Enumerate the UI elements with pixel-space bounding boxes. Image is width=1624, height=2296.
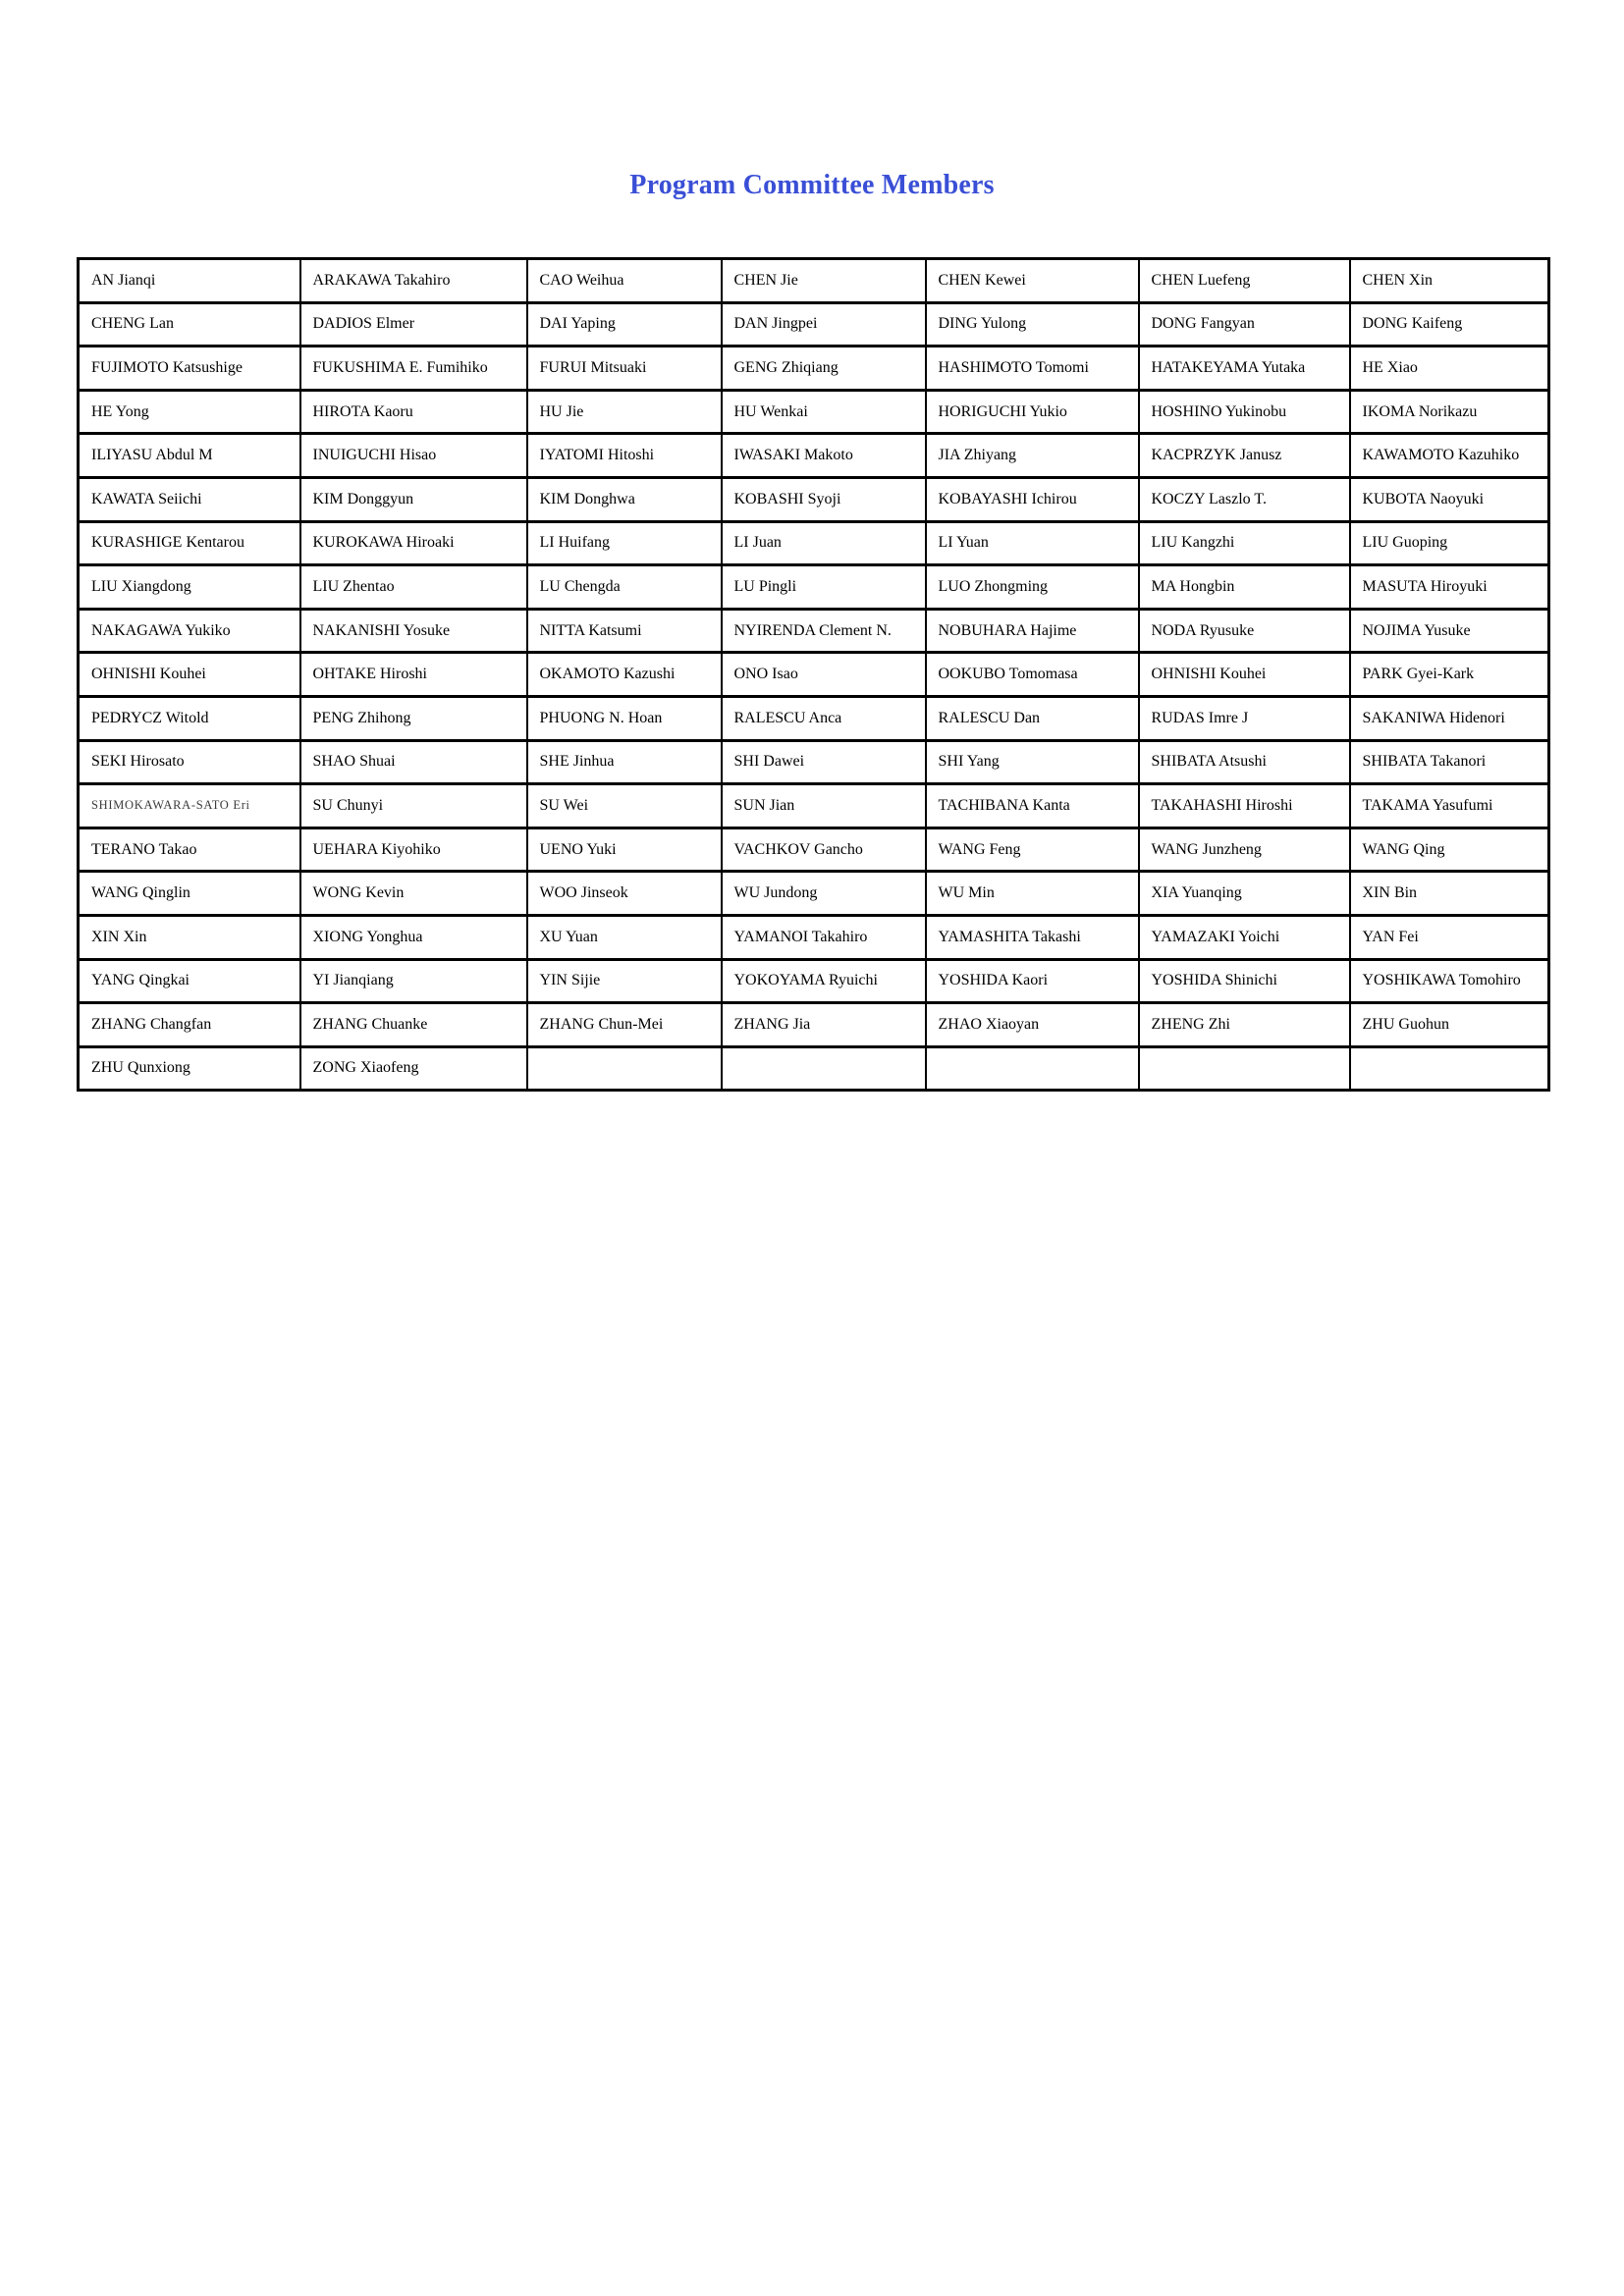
member-cell: HE Yong (79, 390, 300, 434)
member-cell: YAN Fei (1350, 915, 1549, 959)
table-row (79, 653, 1549, 697)
member-cell: CHEN Luefeng (1139, 259, 1350, 303)
member-cell: CHEN Xin (1350, 259, 1549, 303)
member-cell: TAKAMA Yasufumi (1350, 784, 1549, 828)
member-cell: HASHIMOTO Tomomi (926, 347, 1139, 391)
member-cell: SAKANIWA Hidenori (1350, 696, 1549, 740)
member-cell: OHNISHI Kouhei (79, 653, 300, 697)
member-cell: WU Min (926, 872, 1139, 916)
member-cell: TERANO Takao (79, 828, 300, 872)
table-row (79, 347, 1549, 391)
table-row (79, 477, 1549, 521)
member-cell: RALESCU Dan (926, 696, 1139, 740)
table-row (79, 696, 1549, 740)
member-cell: DAI Yaping (527, 302, 722, 347)
member-cell: YOSHIKAWA Tomohiro (1350, 959, 1549, 1003)
member-cell: VACHKOV Gancho (722, 828, 926, 872)
member-cell: NITTA Katsumi (527, 609, 722, 653)
table-row (79, 390, 1549, 434)
member-cell: XIN Xin (79, 915, 300, 959)
member-cell: KUBOTA Naoyuki (1350, 477, 1549, 521)
member-cell: HIROTA Kaoru (300, 390, 527, 434)
member-cell: SEKI Hirosato (79, 740, 300, 784)
member-cell: HOSHINO Yukinobu (1139, 390, 1350, 434)
member-cell: HATAKEYAMA Yutaka (1139, 347, 1350, 391)
member-cell: KUROKAWA Hiroaki (300, 521, 527, 565)
member-cell: MASUTA Hiroyuki (1350, 565, 1549, 610)
member-cell: NODA Ryusuke (1139, 609, 1350, 653)
member-cell: DONG Fangyan (1139, 302, 1350, 347)
member-cell: LU Chengda (527, 565, 722, 610)
member-cell: LU Pingli (722, 565, 926, 610)
member-cell: WANG Qing (1350, 828, 1549, 872)
member-cell: JIA Zhiyang (926, 434, 1139, 478)
member-cell: SHI Dawei (722, 740, 926, 784)
member-cell: ZONG Xiaofeng (300, 1046, 527, 1091)
table-row (79, 1046, 1549, 1091)
member-cell: ZHU Qunxiong (79, 1046, 300, 1091)
page-title: Program Committee Members (629, 170, 995, 200)
member-cell: LI Huifang (527, 521, 722, 565)
member-cell: YI Jianqiang (300, 959, 527, 1003)
member-cell: ZHAO Xiaoyan (926, 1003, 1139, 1047)
member-cell: KURASHIGE Kentarou (79, 521, 300, 565)
member-cell: YOSHIDA Kaori (926, 959, 1139, 1003)
member-cell: PEDRYCZ Witold (79, 696, 300, 740)
empty-cell (722, 1046, 926, 1091)
table-row (79, 915, 1549, 959)
table-row (79, 740, 1549, 784)
member-cell: KOCZY Laszlo T. (1139, 477, 1350, 521)
member-cell: LI Yuan (926, 521, 1139, 565)
member-cell: AN Jianqi (79, 259, 300, 303)
member-cell: DING Yulong (926, 302, 1139, 347)
committee-table-body (79, 259, 1549, 1091)
table-row (79, 784, 1549, 828)
member-cell: SHIBATA Takanori (1350, 740, 1549, 784)
member-cell: HU Wenkai (722, 390, 926, 434)
member-cell: WANG Feng (926, 828, 1139, 872)
member-cell: FUKUSHIMA E. Fumihiko (300, 347, 527, 391)
member-cell: OHTAKE Hiroshi (300, 653, 527, 697)
table-row (79, 872, 1549, 916)
member-cell: SU Chunyi (300, 784, 527, 828)
member-cell: ZHENG Zhi (1139, 1003, 1350, 1047)
member-cell: SHE Jinhua (527, 740, 722, 784)
member-cell: KOBASHI Syoji (722, 477, 926, 521)
member-cell: CHEN Jie (722, 259, 926, 303)
empty-cell (1350, 1046, 1549, 1091)
member-cell: DADIOS Elmer (300, 302, 527, 347)
member-cell: ZHANG Changfan (79, 1003, 300, 1047)
member-cell: KAWAMOTO Kazuhiko (1350, 434, 1549, 478)
member-cell: OHNISHI Kouhei (1139, 653, 1350, 697)
member-cell: XU Yuan (527, 915, 722, 959)
table-row (79, 259, 1549, 303)
member-cell: TAKAHASHI Hiroshi (1139, 784, 1350, 828)
member-cell: DAN Jingpei (722, 302, 926, 347)
member-cell: ILIYASU Abdul M (79, 434, 300, 478)
member-cell: WANG Junzheng (1139, 828, 1350, 872)
empty-cell (1139, 1046, 1350, 1091)
member-cell: CHENG Lan (79, 302, 300, 347)
member-cell: YAMANOI Takahiro (722, 915, 926, 959)
member-cell: LIU Guoping (1350, 521, 1549, 565)
member-cell: YAMAZAKI Yoichi (1139, 915, 1350, 959)
member-cell: IYATOMI Hitoshi (527, 434, 722, 478)
member-cell: ONO Isao (722, 653, 926, 697)
committee-members-table (77, 257, 1550, 1092)
member-cell: YOSHIDA Shinichi (1139, 959, 1350, 1003)
member-cell: NAKANISHI Yosuke (300, 609, 527, 653)
member-cell: YAMASHITA Takashi (926, 915, 1139, 959)
member-cell: OKAMOTO Kazushi (527, 653, 722, 697)
member-cell: WANG Qinglin (79, 872, 300, 916)
member-cell: LIU Xiangdong (79, 565, 300, 610)
member-cell: SUN Jian (722, 784, 926, 828)
member-cell: HU Jie (527, 390, 722, 434)
member-cell: SHAO Shuai (300, 740, 527, 784)
member-cell: TACHIBANA Kanta (926, 784, 1139, 828)
member-cell: YOKOYAMA Ryuichi (722, 959, 926, 1003)
member-cell: KIM Donggyun (300, 477, 527, 521)
member-cell: PENG Zhihong (300, 696, 527, 740)
table-row (79, 828, 1549, 872)
member-cell: RUDAS Imre J (1139, 696, 1350, 740)
table-row (79, 609, 1549, 653)
member-cell: NOJIMA Yusuke (1350, 609, 1549, 653)
member-cell: LUO Zhongming (926, 565, 1139, 610)
member-cell: XIA Yuanqing (1139, 872, 1350, 916)
member-cell: IKOMA Norikazu (1350, 390, 1549, 434)
member-cell: HORIGUCHI Yukio (926, 390, 1139, 434)
member-cell: ZHANG Chun-Mei (527, 1003, 722, 1047)
member-cell: FUJIMOTO Katsushige (79, 347, 300, 391)
member-cell: IWASAKI Makoto (722, 434, 926, 478)
member-cell: FURUI Mitsuaki (527, 347, 722, 391)
member-cell: KAWATA Seiichi (79, 477, 300, 521)
member-cell: ZHU Guohun (1350, 1003, 1549, 1047)
empty-cell (527, 1046, 722, 1091)
member-cell: UENO Yuki (527, 828, 722, 872)
member-cell: LI Juan (722, 521, 926, 565)
member-cell: SHIMOKAWARA-SATO Eri (79, 784, 300, 828)
table-row (79, 565, 1549, 610)
member-cell: LIU Zhentao (300, 565, 527, 610)
member-cell: WONG Kevin (300, 872, 527, 916)
member-cell: CHEN Kewei (926, 259, 1139, 303)
member-cell: YANG Qingkai (79, 959, 300, 1003)
member-cell: HE Xiao (1350, 347, 1549, 391)
table-row (79, 959, 1549, 1003)
member-cell: NOBUHARA Hajime (926, 609, 1139, 653)
member-cell: OOKUBO Tomomasa (926, 653, 1139, 697)
member-cell: LIU Kangzhi (1139, 521, 1350, 565)
member-cell: WU Jundong (722, 872, 926, 916)
member-cell: DONG Kaifeng (1350, 302, 1549, 347)
member-cell: ZHANG Jia (722, 1003, 926, 1047)
table-row (79, 434, 1549, 478)
table-row (79, 521, 1549, 565)
member-cell: RALESCU Anca (722, 696, 926, 740)
member-cell: MA Hongbin (1139, 565, 1350, 610)
member-cell: ZHANG Chuanke (300, 1003, 527, 1047)
member-cell: CAO Weihua (527, 259, 722, 303)
member-cell: GENG Zhiqiang (722, 347, 926, 391)
member-cell: YIN Sijie (527, 959, 722, 1003)
member-cell: NYIRENDA Clement N. (722, 609, 926, 653)
member-cell: XIN Bin (1350, 872, 1549, 916)
member-cell: PARK Gyei-Kark (1350, 653, 1549, 697)
member-cell: UEHARA Kiyohiko (300, 828, 527, 872)
member-cell: KACPRZYK Janusz (1139, 434, 1350, 478)
member-cell: SHI Yang (926, 740, 1139, 784)
member-cell: WOO Jinseok (527, 872, 722, 916)
member-cell: SU Wei (527, 784, 722, 828)
member-cell: ARAKAWA Takahiro (300, 259, 527, 303)
member-cell: NAKAGAWA Yukiko (79, 609, 300, 653)
member-cell: INUIGUCHI Hisao (300, 434, 527, 478)
member-cell: XIONG Yonghua (300, 915, 527, 959)
table-row (79, 302, 1549, 347)
member-cell: PHUONG N. Hoan (527, 696, 722, 740)
member-cell: KIM Donghwa (527, 477, 722, 521)
empty-cell (926, 1046, 1139, 1091)
member-cell: KOBAYASHI Ichirou (926, 477, 1139, 521)
table-row (79, 1003, 1549, 1047)
member-cell: SHIBATA Atsushi (1139, 740, 1350, 784)
